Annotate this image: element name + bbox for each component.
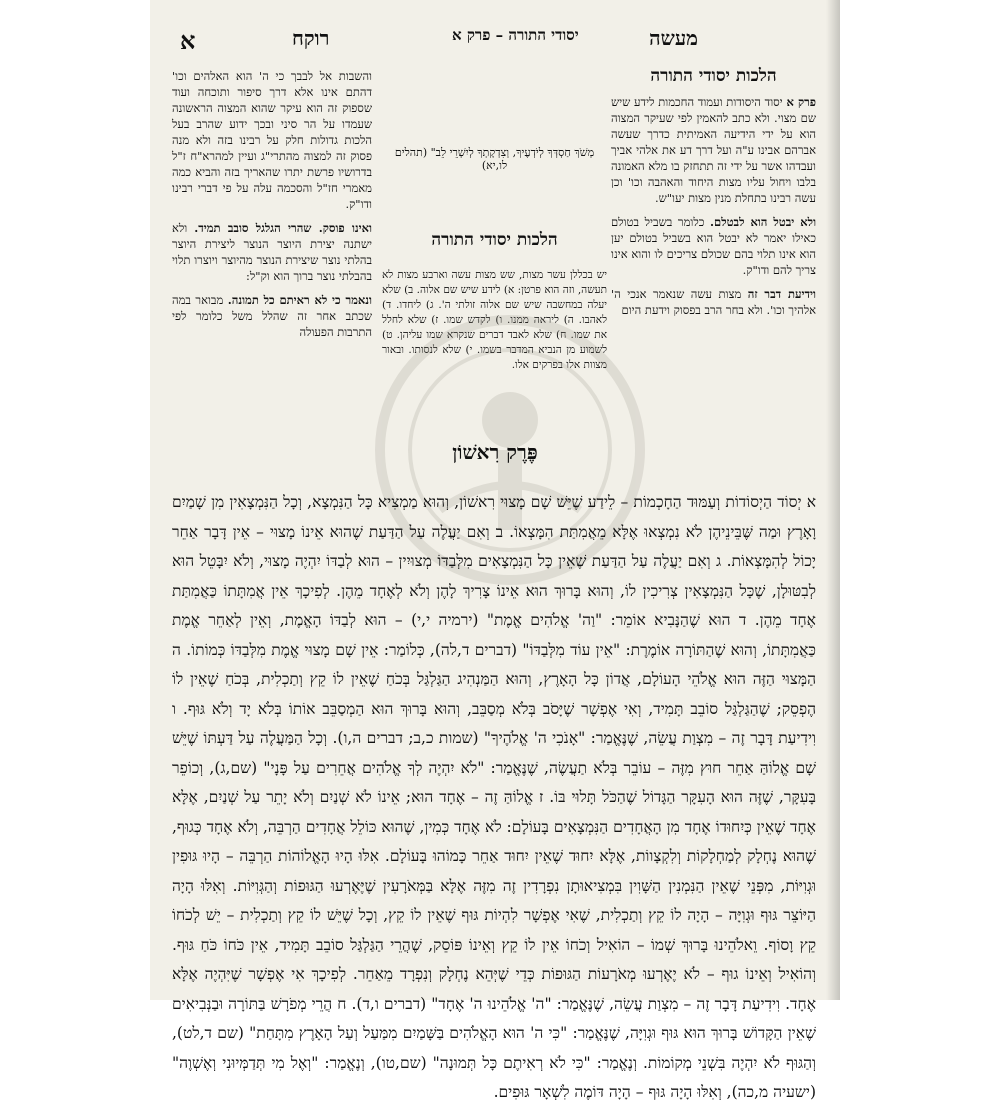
section-title: הלכות יסודי התורה <box>431 230 558 250</box>
header-maaseh: מעשה <box>649 26 698 50</box>
header-chapter: יסודי התורה – פרק א <box>452 26 579 44</box>
commentary-text: מצות עשה שנאמר אנכי ה' אלהיך וכו'. ולא בחר הרב בפסוק וידעת היום <box>611 287 816 317</box>
commentary-title: הלכות יסודי התורה <box>650 66 777 86</box>
commentary-paragraph <box>611 94 816 206</box>
commentary-lead: ולא יבטל הוא לבטלם. <box>710 215 817 229</box>
commentary-text: מבואר במה שכתב אחר זה שהלל משל כלומר לפי התרבות הפעולה <box>172 293 372 339</box>
page-fold-shadow <box>826 0 840 1000</box>
commentary-lead: ונאמר כי לא ראיתם כל תמונה. <box>227 293 372 307</box>
commentary-lead: וידיעת דבר זה <box>747 287 816 301</box>
chapter-title: פֶּרֶק רִאשׁוֹן <box>452 440 538 464</box>
main-paragraph: א יְסוֹד הַיְסוֹדוֹת וְעַמּוּד הַחָכְמוֹת – לֵידַע שֶׁיֵּשׁ שָׁם מָצוּי רִאשׁוֹן, וְהוּא מַמְצִיא כָּל הַנִּמְצָא, וְכָל הַנִּמְצָאִין מִן שָׁמַיִם וָאָרֶץ וּמַה שֶּׁבֵּינֵיהֶן לֹא נִמְצְאוּ אֶלָּא מֵאֲמִתַּת הִמָּצְאוֹ. ב וְאִם יַעֲלֶה עַל הַדַּעַת שֶׁהוּא אֵינוֹ מָצוּי – אֵין דָּבָר אַחֵר יָכוֹל לְהִמָּצְאוֹת. ג וְאִם יַעֲלֶה עַל הַדַּעַת שֶׁאֵין כָּל הַנִּמְצָאִים מִלְּבַדּוֹ מְצוּיִין – הוּא לְבַדּוֹ יִהְיֶה מָצוּי, וְלֹא יִבָּטֵל הוּא לְבִטּוּלָן, שֶׁכָּל הַנִּמְצָאִין צְרִיכִין לוֹ, וְהוּא בָּרוּךְ הוּא אֵינוֹ צָרִיךְ לָהֶן וְלֹא לְאֶחָד מֵהֶן. לְפִיכָךְ אֵין אֲמִתָּתוֹ כַּאֲמִתַּת אֶחָד מֵהֶן. ד הוּא שֶׁהַנָּבִיא אוֹמֵר: "וַה' אֱלֹהִים אֱמֶת" (ירמיה י,י) – הוּא לְבַדּוֹ הָאֱמֶת, וְאֵין לְאַחֵר אֱמֶת כַּאֲמִתָּתוֹ, וְהוּא שֶׁהַתּוֹרָה אוֹמֶרֶת: "אֵין עוֹד מִלְּבַדּוֹ" (דברים ד,לה), כְּלוֹמַר: אֵין שָׁם מָצוּי אֱמֶת מִלְּבַדּוֹ כְּמוֹתוֹ. ה הַמָּצוּי הַזֶּה הוּא אֱלֹהֵי הָעוֹלָם, אֲדוֹן כָּל הָאָרֶץ, וְהוּא הַמַּנְהִיג הַגַּלְגַּל בְּכֹחַ שֶׁאֵין לוֹ קֵץ וְתַכְלִית, בְּכֹחַ שֶׁאֵין לוֹ הֶפְסֵק; שֶׁהַגַּלְגַּל סוֹבֵב תָּמִיד, וְאִי אֶפְשָׁר שֶׁיָּסֹב בְּלֹא מְסַבֵּב, וְהוּא בָּרוּךְ הוּא הַמְסַבֵּב אוֹתוֹ בְּלֹא יָד וְלֹא גּוּף. ו וִידִיעַת דָּבָר זֶה – מִצְוַת עֲשֵׂה, שֶׁנֶּאֱמַר: "אָנֹכִי ה' אֱלֹהֶיךָ" (שמות כ,ב; דברים ה,ו). וְכָל הַמַּעֲלֶה עַל דַּעְתּוֹ שֶׁיֵּשׁ שָׁם אֱלוֹהַּ אַחֵר חוּץ מִזֶּה – עוֹבֵר בְּלֹא תַעֲשֶׂה, שֶׁנֶּאֱמַר: "לֹא יִהְיֶה לְךָ אֱלֹהִים אֲחֵרִים עַל פָּנָי" (שם,ג), וְכוֹפֵר בָּעִקָּר, שֶׁזֶּה הוּא הָעִקָּר הַגָּדוֹל שֶׁהַכֹּל תָּלוּי בּוֹ. ז אֱלוֹהַּ זֶה – אֶחָד הוּא; אֵינוֹ לֹא שְׁנַיִם וְלֹא יָתֵר עַל שְׁנַיִם, אֶלָּא אֶחָד שֶׁאֵין כְּיִחוּדוֹ אֶחָד מִן הָאֲחָדִים הַנִּמְצָאִים בָּעוֹלָם: לֹא אֶחָד כְּמִין, שֶׁהוּא כּוֹלֵל אֲחָדִים הַרְבֵּה, וְלֹא אֶחָד כְּגוּף, שֶׁהוּא נֶחְלָק לְמַחְלָקוֹת וְלִקְצָווֹת, אֶלָּא יִחוּד שֶׁאֵין יִחוּד אַחֵר כָּמוֹהוּ בָּעוֹלָם. אִלּוּ הָיוּ הָאֱלוֹהוֹת הַרְבֵּה – הָיוּ גּוּפִין וּגְוִיּוֹת, מִפְּנֵי שֶׁאֵין הַנִּמְנִין הַשָּׁוִין בִּמְצִיאוּתָן נִפְרָדִין זֶה מִזֶּה אֶלָּא בַּמְּאֹרָעִין שֶׁיֶּאֶרְעוּ הַגּוּפוֹת וְהַגְּוִיּוֹת. וְאִלּוּ הָיָה הַיּוֹצֵר גּוּף וּגְוִיָּה – הָיָה לוֹ קֵץ וְתַכְלִית, שֶׁאִי אֶפְשָׁר לִהְיוֹת גּוּף שֶׁאֵין לוֹ קֵץ, וְכָל שֶׁיֵּשׁ לוֹ קֵץ וְתַכְלִית – יֵשׁ לְכֹחוֹ קֵץ וָסוֹף. וֵאלֹהֵינוּ בָּרוּךְ שְׁמוֹ – הוֹאִיל וְכֹחוֹ אֵין לוֹ קֵץ וְאֵינוֹ פּוֹסֵק, שֶׁהֲרֵי הַגַּלְגַּל סוֹבֵב תָּמִיד, אֵין כֹּחוֹ כֹּחַ גּוּף. וְהוֹאִיל וְאֵינוֹ גוּף – לֹא יֶאֶרְעוּ מְאֹרָעוֹת הַגּוּפוֹת כְּדֵי שֶׁיְּהֵא נֶחְלָק וְנִפְרָד מֵאַחֵר. לְפִיכָךְ אִי אֶפְשָׁר שֶׁיִּהְיֶה אֶלָּא אֶחָד. וִידִיעַת דָּבָר זֶה – מִצְוַת עֲשֵׂה, שֶׁנֶּאֱמַר: "ה' אֱלֹהֵינוּ ה' אֶחָד" (דברים ו,ד). ח הֲרֵי מְפֹרָשׁ בַּתּוֹרָה וּבַנְּבִיאִים שֶׁאֵין הַקָּדוֹשׁ בָּרוּךְ הוּא גּוּף וּגְוִיָּה, שֶׁנֶּאֱמַר: "כִּי ה' הוּא הָאֱלֹהִים בַּשָּׁמַיִם מִמַּעַל וְעַל הָאָרֶץ מִתָּחַת" (שם ד,לט), וְהַגּוּף לֹא יִהְיֶה בִּשְׁנֵי מְקוֹמוֹת. וְנֶאֱמַר: "כִּי לֹא רְאִיתֶם כָּל תְּמוּנָה" (שם,טו), וְנֶאֱמַר: "וְאֶל מִי תְּדַמְּיוּנִי וְאֶשְׁוֶה" (ישעיה מ,כה), וְאִלּוּ הָיָה גּוּף – הָיָה דּוֹמֶה לִשְׁאָר גּוּפִים. <box>172 493 816 1101</box>
section-intro: יש בכללן עשר מצות, שש מצות עשה וארבע מצות לא תעשה, וזה הוא פרטן: א) לידע שיש שם אלוה. ב) שלא יעלה במחשבה שיש שם אלוה זולתי ה'. ג) ליחדו. ד) לאהבו. ה) ליראה ממנו. ו) לקדש שמו. ז) שלא לחלל את שמו. ח) שלא לאבד דברים שנקרא שמו עליהן. ט) לשמוע מן הנביא המדבר בשמו. י) שלא לנסותו. ובאור מצוות אלו בפרקים אלו. <box>382 269 607 371</box>
commentary-right-column <box>611 68 816 326</box>
commentary-text: יסוד היסודות ועמוד החכמות לידע שיש שם מצוי. ולא כתב להאמין לפי שעיקר המצוה הוא על ידי הידיעה האמיתית כדרך שעשה אברהם אבינו ע"ה ועל דרך דע את אלהי אביך ועבדהו אשר על ידי זה תתחזק בו מלא האמונה בלבו ויחול עליו מצות היחוד והאהבה וכו' וכן עשה רבינו בתחלת מנין מצות יעו"ש. <box>611 95 816 205</box>
opening-verse: מְשֹׁךְ חַסְדְּךָ לְיֹדְעֶיךָ, וְצִדְקָתְךָ לְיִשְׁרֵי לֵב" (תהלים לו,יא) <box>394 146 595 172</box>
commentary-paragraph: והשבות אל לבבך כי ה' הוא האלהים וכו' דהתם אינו אלא דרך סיפור ותוכחה ועוד שספוק זה הוא עיקר שהוא המצוה הראשונה שעמדו על הר סיני ובכך ידוע שהרב בעל הלכות גדולות חלק על רבינו בזה ולא מנה פסוק זה למצוה מהתרי"ג ועיין למהרא"ח ז"ל בדרושיו פרשת יתרו שהאריך בזה והביא כמה מאמרי חז"ל והסכמה עלה על פי דברי רבינו ודו"ק. <box>172 69 372 211</box>
commentary-lead: ואינו פוסק. שהרי הגלגל סובב תמיד. <box>194 221 372 235</box>
book-page <box>150 0 840 1101</box>
header-rokeach: רוקח <box>292 26 330 50</box>
commentary-left-column <box>172 68 372 348</box>
commentary-text: כלומר בשביל בטולם כאילו יאמר לא יבטל הוא בשביל בטולם יען הוא אינו תלוי בהם שכולם צריכים לו והוא אינו צריך להם ודו"ק. <box>611 215 816 277</box>
commentary-paragraph <box>611 214 816 278</box>
main-text <box>172 488 816 1108</box>
commentary-paragraph <box>172 220 372 284</box>
commentary-text: ולא ישתנה יצירת היוצר הנוצר ליצירת היוצר בהלתי נוצר שיצירת הנוצר מהיוצר ויוצרו תלוי בהבלתי נוצר ברוך הוא וק"ל: <box>172 221 372 283</box>
page-letter: א <box>180 26 196 55</box>
commentary-paragraph <box>172 292 372 340</box>
running-header <box>172 26 818 56</box>
commentary-lead: פרק א <box>786 95 816 109</box>
